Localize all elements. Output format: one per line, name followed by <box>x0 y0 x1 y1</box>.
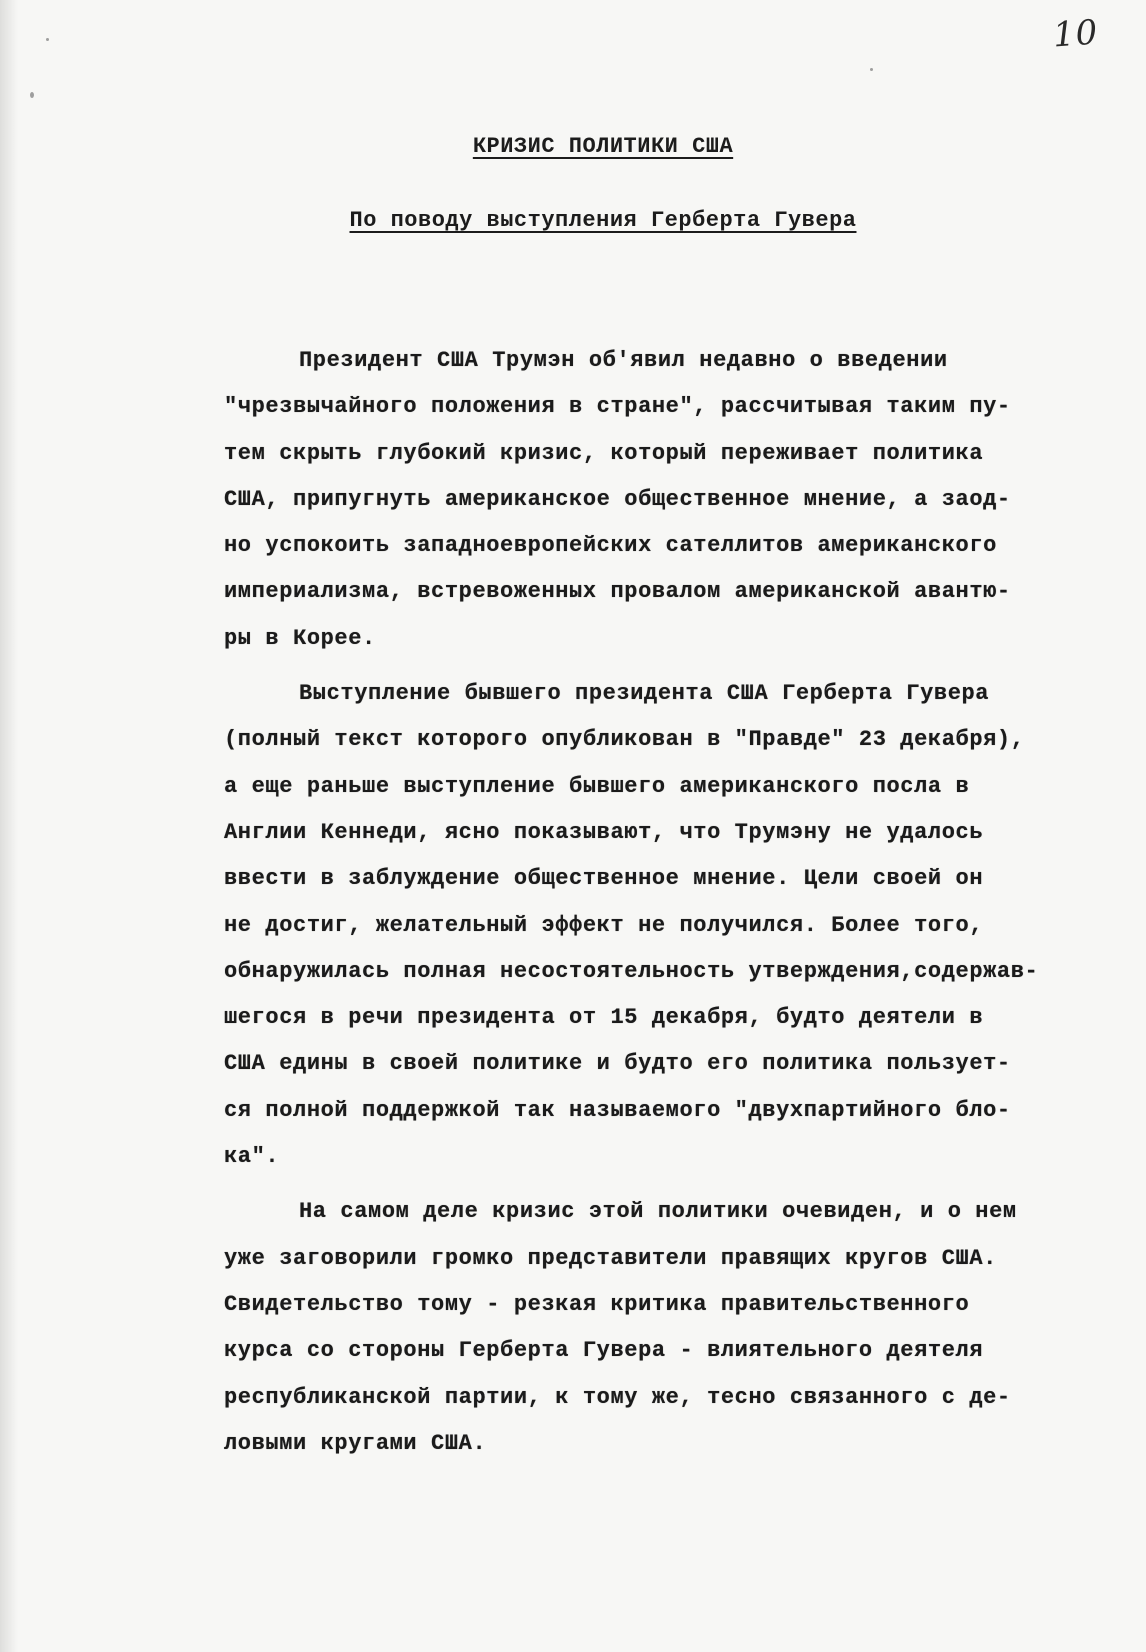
text-line: Свидетельство тому - резкая критика правительственного <box>224 1291 970 1317</box>
text-line: курса со стороны Герберта Гувера - влиятельного деятеля <box>224 1338 984 1364</box>
handwritten-page-number: 10 <box>1051 12 1100 56</box>
paper-speck <box>30 92 34 98</box>
paragraph-gap <box>224 662 1104 671</box>
text-line: США, припугнуть американское общественное мнение, а заод- <box>224 486 1011 512</box>
text-line: ввести в заблуждение общественное мнение. Цели своей он <box>224 866 984 892</box>
text-line: тем скрыть глубокий кризис, который переживает политика <box>224 440 984 466</box>
body-text <box>224 338 1104 1467</box>
text-line: республиканской партии, к тому же, тесно связанного с де- <box>224 1384 1011 1410</box>
text-line: ловыми кругами США. <box>224 1430 487 1456</box>
text-line: Президент США Трумэн об'явил недавно о введении <box>299 348 948 373</box>
text-line: но успокоить западноевропейских сателлитов американского <box>224 533 997 559</box>
text-line: не достиг, желательный эффект не получился. Более того, <box>224 912 984 938</box>
text-line: ры в Корее. <box>224 625 376 651</box>
page-edge-shadow <box>0 0 18 1652</box>
paper-speck <box>870 68 873 71</box>
text-line: обнаружилась полная несостоятельность утверждения,содержав- <box>224 958 1039 984</box>
text-line: империализма, встревоженных провалом американской авантю- <box>224 579 1011 605</box>
text-line: (полный текст которого опубликован в "Правде" 23 декабря), <box>224 727 1025 753</box>
document-title: КРИЗИС ПОЛИТИКИ США <box>472 134 734 159</box>
text-line: ся полной поддержкой так называемого "двухпартийного бло- <box>224 1097 1011 1123</box>
text-line: уже заговорили громко представители правящих кругов США. <box>224 1245 997 1271</box>
text-line: шегося в речи президента от 15 декабря, будто деятели в <box>224 1005 984 1031</box>
paper-speck <box>46 38 49 41</box>
text-line: Выступление бывшего президента США Герберта Гувера <box>299 681 990 707</box>
text-line: Англии Кеннеди, ясно показывают, что Трумэну не удалось <box>224 819 984 845</box>
document-subtitle: По поводу выступления Герберта Гувера <box>349 208 857 233</box>
text-line: "чрезвычайного положения в стране", рассчитывая таким пу- <box>224 394 1011 420</box>
text-line: ка". <box>224 1144 280 1170</box>
paragraph-gap <box>224 1180 1104 1189</box>
text-line: а еще раньше выступление бывшего американского посла в <box>224 773 970 799</box>
text-line: США едины в своей политике и будто его политика пользует- <box>224 1051 1011 1077</box>
text-line: На самом деле кризис этой политики очевиден, и о нем <box>299 1199 1017 1225</box>
